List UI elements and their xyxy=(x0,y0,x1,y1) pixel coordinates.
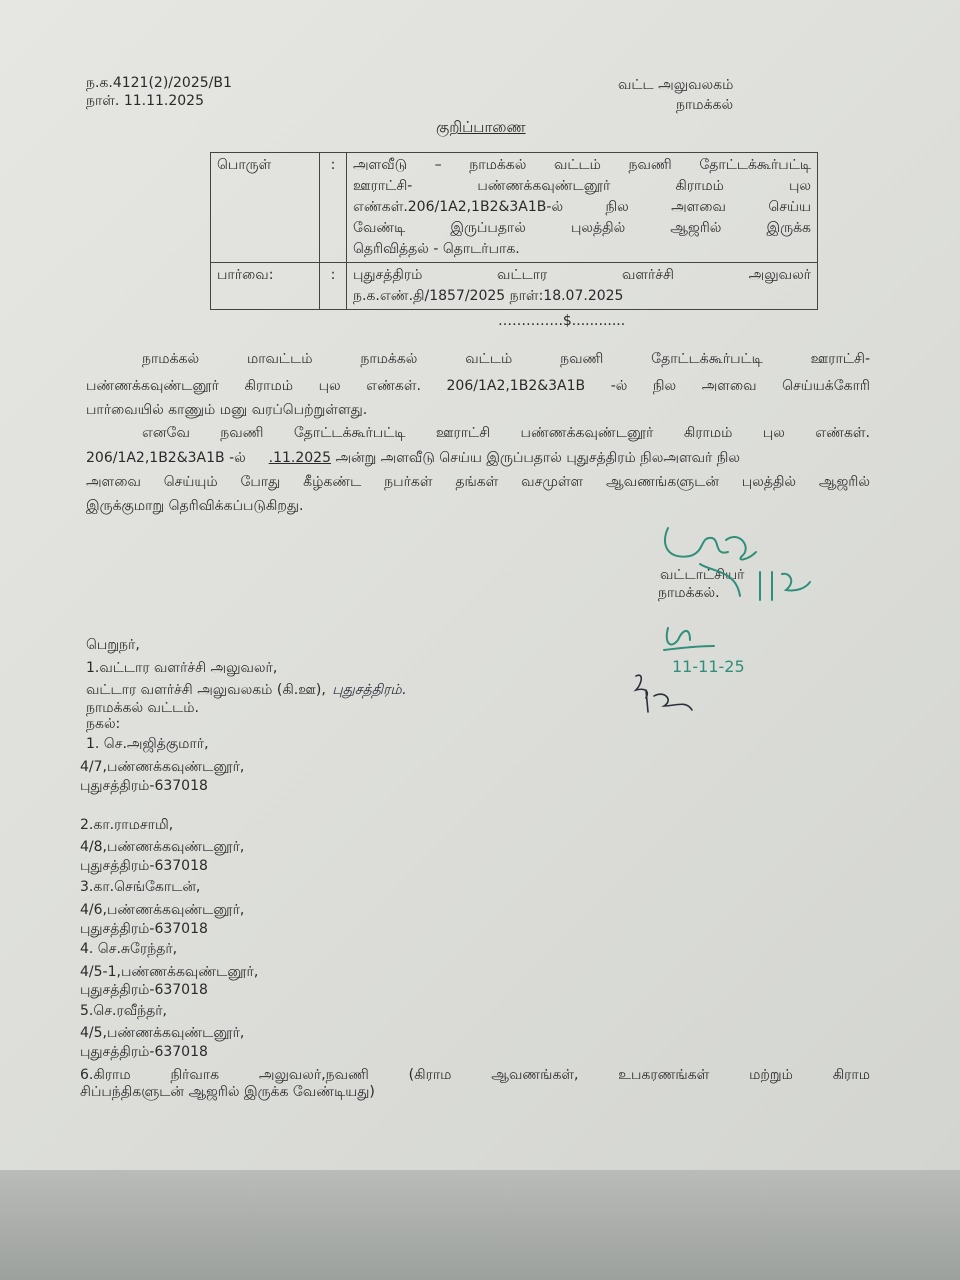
copy-heading: நகல்: xyxy=(86,716,121,732)
document-title: குறிப்பாணை xyxy=(436,118,526,136)
recipient-heading: பெறுநர், xyxy=(86,637,140,653)
paragraph-1-line: பார்வையில் காணும் மனு வரப்பெற்றுள்ளது. xyxy=(86,402,368,418)
recipient-line xyxy=(86,681,406,699)
recipient-line: நாமக்கல் வட்டம். xyxy=(86,700,199,716)
copy-entry-address: 4/5-1,பண்ணக்கவுண்டனூர், xyxy=(80,964,259,980)
survey-date: .11.2025 xyxy=(268,450,331,466)
recipient-line: 1.வட்டார வளர்ச்சி அலுவலர், xyxy=(86,660,278,676)
subject-line: ஊராட்சி- பண்ணக்கவுண்டனூர் கிராமம் புல xyxy=(353,178,811,194)
para1-text: நாமக்கல் மாவட்டம் நாமக்கல் வட்டம் நவணி தோட்டக்கூர்பட்டி ஊராட்சி- xyxy=(142,351,870,367)
reference-label: பார்வை: xyxy=(211,263,320,310)
para2-text: அளவை செய்யும் போது கீழ்கண்ட நபர்கள் தங்கள் வசமுள்ள ஆவணங்களுடன் புலத்தில் ஆஜரில் xyxy=(86,474,870,490)
handwritten-date: 11-11-25 xyxy=(672,657,745,676)
copy-final-line: சிப்பந்திகளுடன் ஆஜரில் இருக்க வேண்டியது) xyxy=(80,1084,375,1100)
subject-label: பொருள் xyxy=(211,153,320,263)
copy-final-line xyxy=(80,1066,870,1084)
reference-colon: : xyxy=(320,263,347,310)
copy-entry-name: 4. செ.சுரேந்தர், xyxy=(80,941,178,957)
para2-parcel: 206/1A2,1B2&3A1B -ல் xyxy=(86,450,246,466)
reference-number: ந.க.4121(2)/2025/B1 xyxy=(86,75,232,91)
handwritten-place: புதுசத்திரம். xyxy=(332,682,407,698)
copy-entry-name: 3.கா.செங்கோடன், xyxy=(80,879,201,895)
copy-final-text: 6.கிராம நிர்வாக அலுவலர்,நவணி (கிராம ஆவணங்கள், உபகரணங்கள் மற்றும் கிராம xyxy=(80,1067,870,1083)
copy-entry-address: 4/7,பண்ணக்கவுண்டனூர், xyxy=(80,759,245,775)
copy-entry-city: புதுசத்திரம்-637018 xyxy=(80,982,208,998)
separator-line: …………..$............ xyxy=(498,313,626,329)
reference-line: ந.க.எண்.தி/1857/2025 நாள்:18.07.2025 xyxy=(353,288,624,304)
office-name: வட்ட அலுவலகம் xyxy=(618,77,734,93)
signatory-place: நாமக்கல். xyxy=(658,585,720,601)
copy-entry-name: 2.கா.ராமசாமி, xyxy=(80,817,174,833)
subject-line: தெரிவித்தல் - தொடர்பாக. xyxy=(353,241,520,257)
reference-line: புதுசத்திரம் வட்டார வளர்ச்சி அலுவலர் xyxy=(353,267,811,283)
copy-entry-city: புதுசத்திரம்-637018 xyxy=(80,778,208,794)
copy-entry-name: 5.செ.ரவீந்தர், xyxy=(80,1003,167,1019)
copy-entry-city: புதுசத்திரம்-637018 xyxy=(80,921,208,937)
office-place: நாமக்கல் xyxy=(676,97,734,113)
copy-entry-city: புதுசத்திரம்-637018 xyxy=(80,858,208,874)
paragraph-2-line: இருக்குமாறு தெரிவிக்கப்படுகிறது. xyxy=(86,498,304,514)
copy-entry-address: 4/5,பண்ணக்கவுண்டனூர், xyxy=(80,1025,245,1041)
recipient-office: வட்டார வளர்ச்சி அலுவலகம் (கி.ஊ), xyxy=(86,682,326,698)
subject-colon: : xyxy=(320,153,347,263)
copy-entry-city: புதுசத்திரம்-637018 xyxy=(80,1044,208,1060)
signatory-title: வட்டாட்சியர் xyxy=(660,567,745,583)
para1-text: பண்ணக்கவுண்டனூர் கிராமம் புல எண்கள். 206/1A2,1B2&3A1B -ல் நில அளவை செய்யக்கோரி xyxy=(86,378,870,394)
para2-rest: அன்று அளவீடு செய்ய இருப்பதால் புதுசத்திரம் நிலஅளவர் நில xyxy=(335,450,740,466)
subject-line: வேண்டி இருப்பதால் புலத்தில் ஆஜரில் இருக்க xyxy=(353,220,811,236)
subject-line: அளவீடு – நாமக்கல் வட்டம் நவணி தோட்டக்கூர்பட்டி xyxy=(353,157,811,173)
subject-line: எண்கள்.206/1A2,1B2&3A1B-ல் நில அளவை செய்ய xyxy=(353,199,811,215)
para2-text: எனவே நவணி தோட்டக்கூர்பட்டி ஊராட்சி பண்ணக்கவுண்டனூர் கிராமம் புல எண்கள். xyxy=(142,425,870,441)
memo-date: நாள். 11.11.2025 xyxy=(86,93,204,109)
copy-entry-name: 1. செ.அஜித்குமார், xyxy=(86,736,209,752)
copy-entry-address: 4/8,பண்ணக்கவுண்டனூர், xyxy=(80,839,245,855)
copy-entry-address: 4/6,பண்ணக்கவுண்டனூர், xyxy=(80,902,245,918)
